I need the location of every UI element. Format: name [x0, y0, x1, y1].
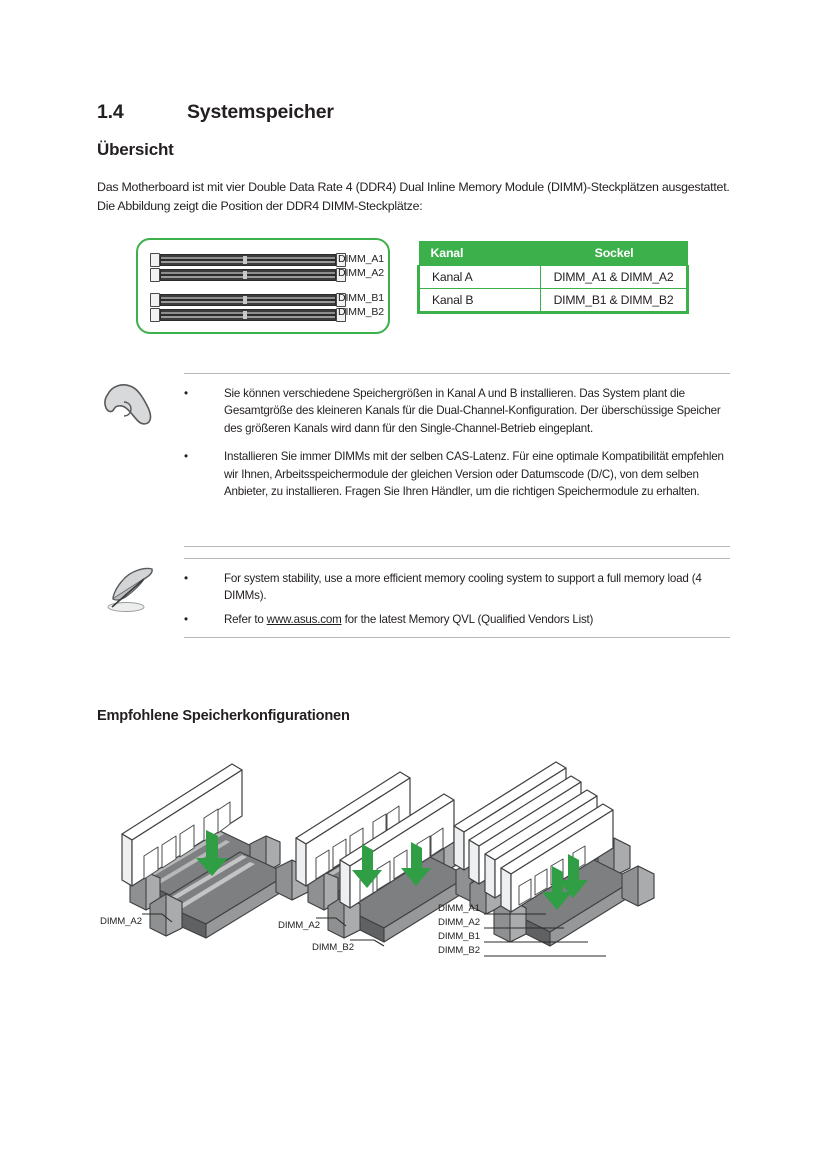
slot-body — [160, 254, 336, 266]
intro-paragraph: Das Motherboard ist mit vier Double Data Rate 4 (DDR4) Dual Inline Memory Module (DIMM)-Steckplätzen ausgestattet. Die Abbildung zeigt die Position der DDR4 DIMM-Steckplätze: — [97, 180, 730, 213]
note-text: Sie können verschiedene Speichergrößen in Kanal A und B installieren. Das System plant die Gesamtgröße des kleineren Kanals für die Dual-Channel-Konfiguration. Der überschüssige Speicher des größeren Kanals wird dann für den Single-Channel-Betrieb eingeplant. — [224, 387, 721, 435]
slot-clip-left-icon — [150, 268, 160, 282]
pointing-hand-icon — [100, 378, 162, 430]
cell-channel-b: Kanal B — [419, 289, 541, 313]
bullet-marker: • — [184, 612, 188, 626]
slot-clip-left-icon — [150, 293, 160, 307]
slot-label-b2: DIMM_B2 — [338, 306, 384, 318]
note-text-prefix: Refer to — [224, 612, 267, 626]
note-rule-top — [184, 373, 730, 374]
note-rule-bottom — [184, 546, 730, 547]
slot-label-a1: DIMM_A1 — [338, 253, 384, 265]
slot-label-a2: DIMM_A2 — [338, 267, 384, 279]
bullet-marker: • — [184, 572, 188, 585]
section-number: 1.4 — [97, 101, 124, 123]
cell-channel-a: Kanal A — [419, 266, 541, 289]
bullet-marker: • — [184, 387, 188, 400]
list-item — [184, 385, 730, 437]
diagram-label-dimm-b2: DIMM_B2 — [312, 942, 354, 953]
dimm-slot-graphic — [150, 309, 346, 321]
dimm-slot-graphic — [150, 254, 346, 266]
note-bullet-list — [184, 570, 730, 630]
diagram-label-dimm-a2: DIMM_A2 — [100, 916, 142, 927]
note-text-suffix: for the latest Memory QVL (Qualified Vendors List) — [341, 612, 594, 626]
dimm-slot-graphic — [150, 269, 346, 281]
list-item — [184, 570, 730, 605]
cell-socket-b: DIMM_B1 & DIMM_B2 — [541, 289, 688, 313]
note-bullet-list — [184, 385, 730, 502]
channel-socket-table — [417, 241, 689, 314]
bullet-marker: • — [184, 450, 188, 464]
slot-body — [160, 269, 336, 281]
list-item — [184, 611, 730, 628]
slot-label-b1: DIMM_B1 — [338, 292, 384, 304]
table-header-row — [419, 241, 688, 266]
cell-socket-a: DIMM_A1 & DIMM_A2 — [541, 266, 688, 289]
four-dimm-config-diagram — [436, 752, 696, 967]
slot-body — [160, 309, 336, 321]
diagram-label-dimm-a2: DIMM_A2 — [438, 917, 480, 928]
asus-website-link[interactable]: www.asus.com — [266, 612, 342, 626]
table-header-kanal: Kanal — [419, 241, 541, 266]
slot-clip-left-icon — [150, 253, 160, 267]
quill-pen-icon — [100, 563, 162, 615]
diagram-label-dimm-b1: DIMM_B1 — [438, 931, 480, 942]
diagram-label-dimm-a2: DIMM_A2 — [278, 920, 320, 931]
recommended-configs-heading: Empfohlene Speicherkonfigurationen — [97, 708, 350, 724]
list-item — [184, 448, 730, 500]
diagram-label-dimm-a1: DIMM_A1 — [438, 903, 480, 914]
note-text: Installieren Sie immer DIMMs mit der selben CAS-Latenz. Für eine optimale Kompatibilität empfehlen wir Ihnen, Arbeitsspeichermodule der gleichen Version oder Datumscode (D/C), von dem selben Anbieter, zu installieren. Fragen Sie Ihren Händler, um die richtigen Speichermodule zu erhalten. — [224, 450, 724, 499]
table-header-sockel: Sockel — [541, 241, 688, 266]
section-heading — [97, 101, 334, 124]
note-text: For system stability, use a more efficient memory cooling system to support a full memory load (4 DIMMs). — [224, 572, 702, 603]
table-row — [419, 289, 688, 313]
slot-clip-left-icon — [150, 308, 160, 322]
diagram-label-dimm-b2: DIMM_B2 — [438, 945, 480, 956]
note-rule-bottom — [184, 637, 730, 638]
table-row — [419, 266, 688, 289]
dimm-slot-graphic — [150, 294, 346, 306]
section-title: Systemspeicher — [187, 101, 334, 123]
slot-body — [160, 294, 336, 306]
subsection-heading: Übersicht — [97, 140, 174, 159]
note-rule-top — [184, 558, 730, 559]
